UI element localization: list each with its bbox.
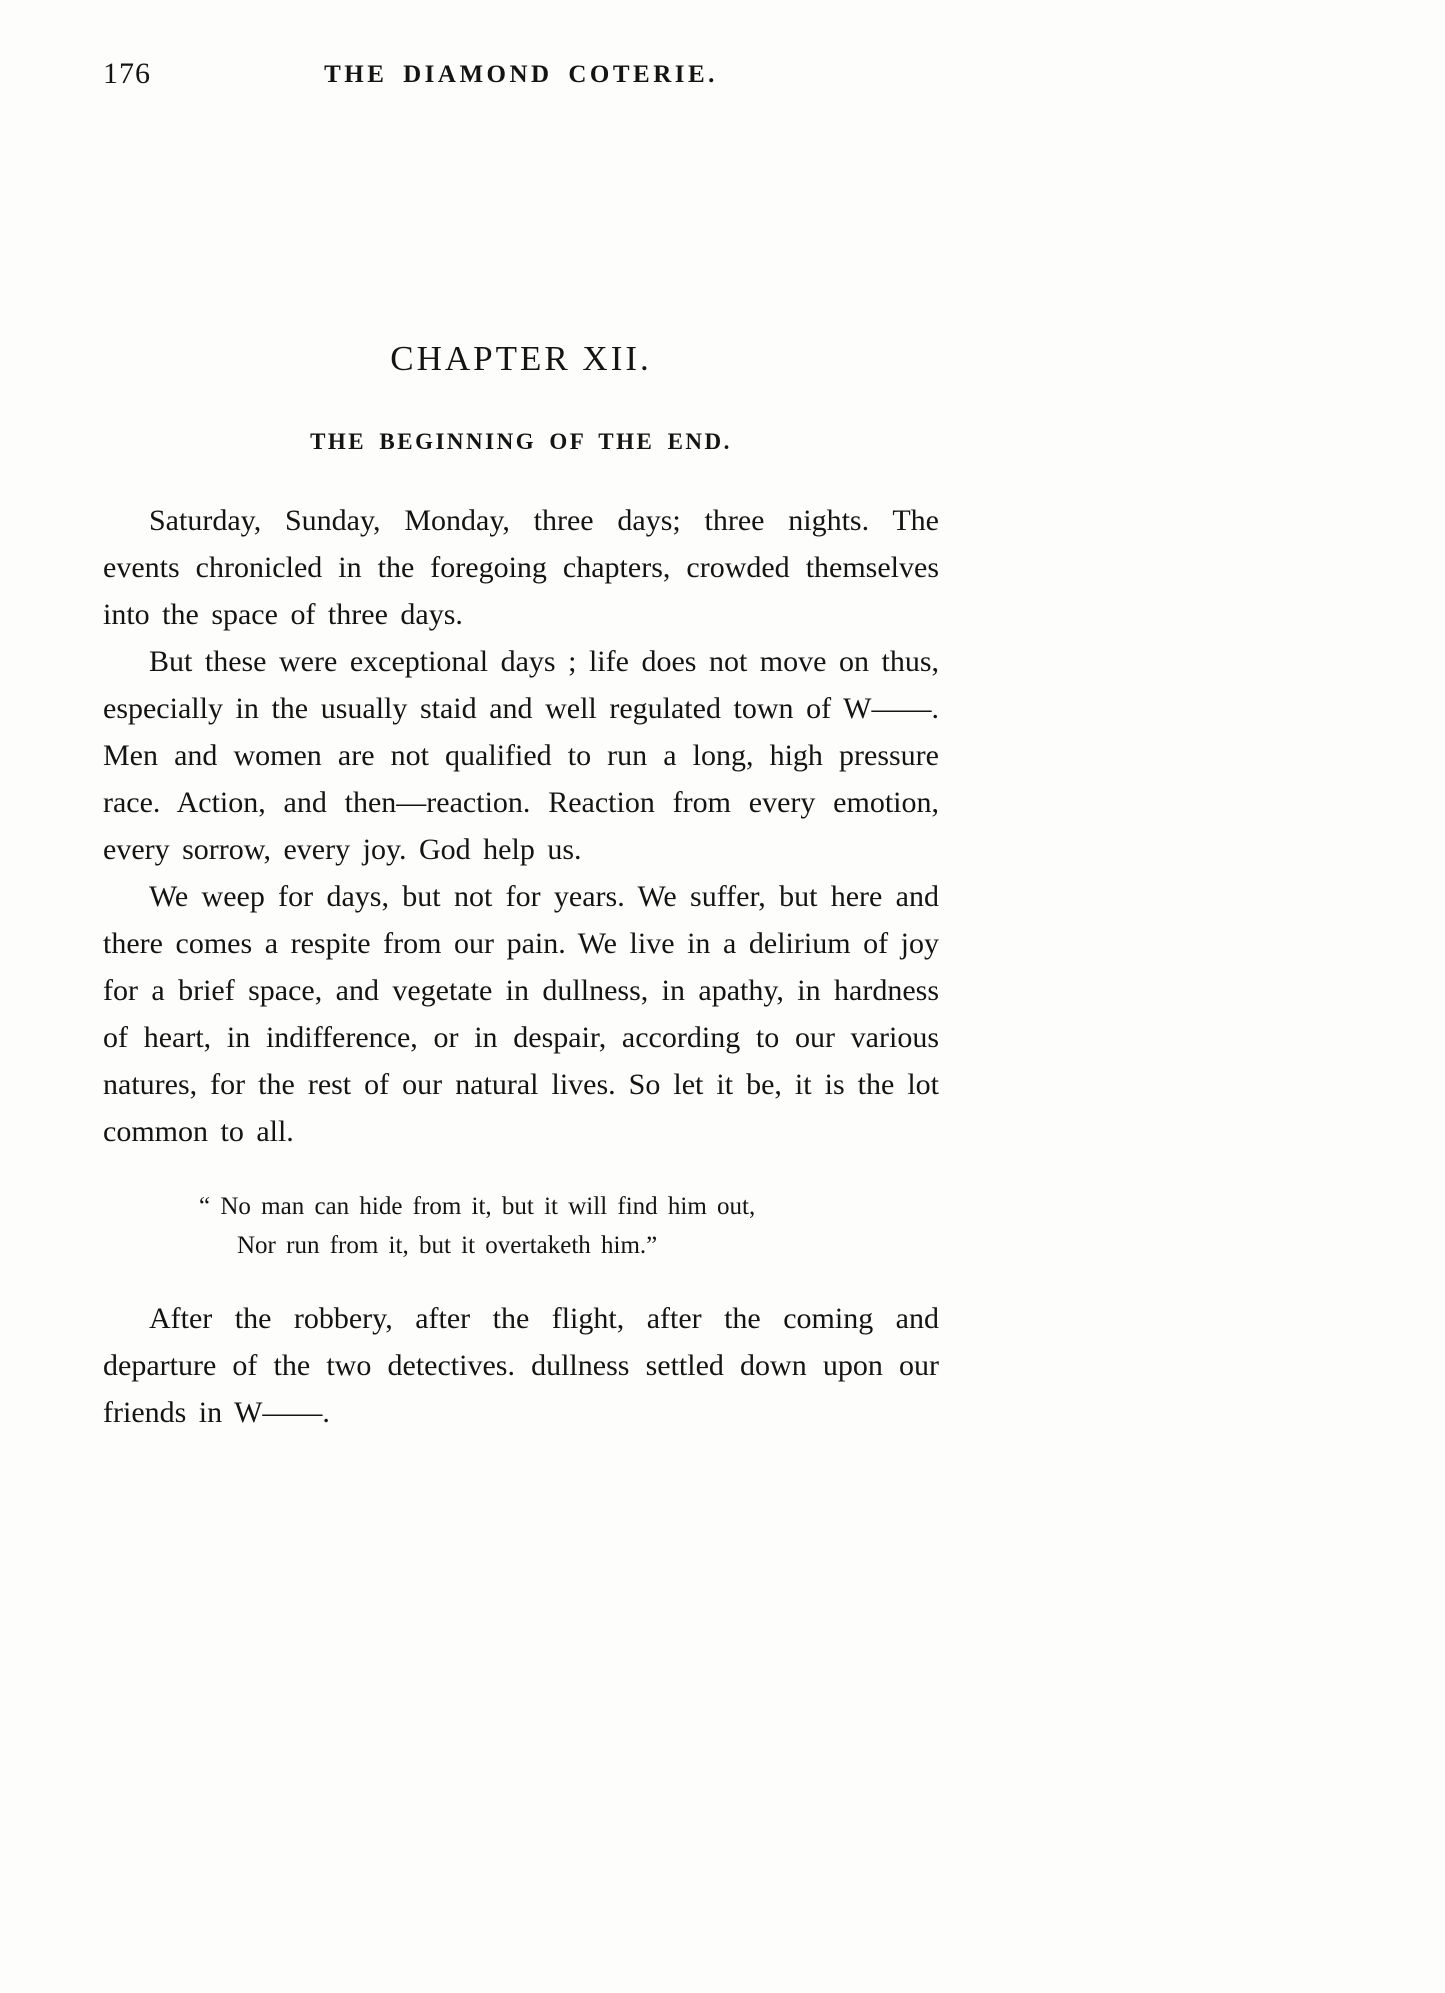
quote-line: Nor run from it, but it overtaketh him.” [237,1232,658,1259]
quote-line: “ No man can hide from it, but it will find him out, [199,1193,756,1220]
text-column [103,0,939,1436]
paragraph: After the robbery, after the flight, after the coming and departure of the two detectives. dullness settled down upon our friends in W——. [103,1302,939,1429]
page-header [103,57,939,93]
paragraph: But these were exceptional days ; life does not move on thus, especially in the usually staid and well regulated town of W——. Men and women are not qualified to run a long, high pressure race. Action, and then—reaction. Reaction from every emotion, every sorrow, every joy. God help us. [103,645,939,866]
body-text [103,497,939,1436]
running-header: THE DIAMOND COTERIE. [324,61,718,88]
paragraph: Saturday, Sunday, Monday, three days; three nights. The events chronicled in the foregoing chapters, crowded themselves into the space of three days. [103,504,939,631]
chapter-heading: CHAPTER XII. [390,339,652,378]
chapter-subtitle: THE BEGINNING OF THE END. [310,429,732,454]
paragraph: We weep for days, but not for years. We suffer, but here and there comes a respite from our pain. We live in a delirium of joy for a brief space, and vegetate in dullness, in apathy, in hardness of heart, in indifference, or in despair, according to our various natures, for the rest of our natural lives. So let it be, it is the lot common to all. [103,880,939,1148]
page-number: 176 [103,57,151,90]
verse-quote [199,1187,939,1265]
